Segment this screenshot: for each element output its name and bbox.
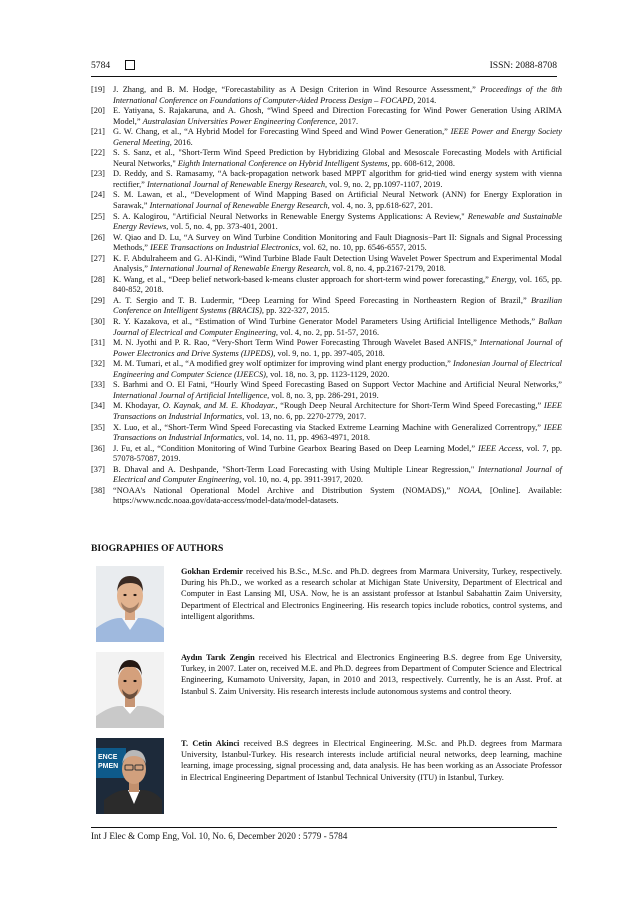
bio-text [181,652,562,697]
reference-text: M. Khodayar, O. Kaynak, and M. E. Khodayar., “Rough Deep Neural Architecture for Short-Term Wind Speed Forecasting,” IEEE Transactions on Industrial Informatics, vol. 13, no. 6, pp. 2270-2779, 2017. [113,401,562,421]
reference-text: M. N. Jyothi and P. R. Rao, “Very-Short Term Wind Power Forecasting Through Wavelet Based ANFIS,” International Journal of Power Electronics and Drive Systems (IJPEDS), vol. 9, no. 1, pp. 397-405, 2018. [113,338,562,358]
reference-text: S. Barhmi and O. El Fatni, “Hourly Wind Speed Forecasting Based on Support Vector Machine and Artificial Neural Networks,” International Journal of Artificial Intelligence, vol. 8, no. 3, pp. 286-291, 2019. [113,380,562,400]
bio-body: received his B.Sc., M.Sc. and Ph.D. degrees from Marmara University, Turkey, respectively. During his Ph.D., we worked as a research scholar at Michigan State University, Department of Electrical and Computer in East Lansing MI, USA. Now, he is an assistant professor at Istanbul Sabahattin Zaim University, Department of Electrical and Electronics Engineering. His research topics include robotics, control systems, and intelligent algorithms. [181,567,562,621]
biographies-heading: BIOGRAPHIES OF AUTHORS [91,543,224,554]
header-rule [91,76,557,77]
reference-number: [33] [91,380,105,390]
reference-item [91,338,562,359]
reference-item [91,85,562,106]
reference-item [91,169,562,190]
bio-text [181,738,562,783]
bio-body: received B.S degrees in Electrical Engineering. M.Sc. and Ph.D. degrees from Marmara University, Istanbul-Turkey. His research interests include artificial neural networks, deep learning, machine learning, image processing, signal processing and, data analysis. He has been working as an Associate Professor in Electrical Engineering Department of Istanbul Technical University (ITU) in Istanbul, Turkey. [181,739,562,782]
reference-number: [32] [91,359,105,369]
reference-text: G. W. Chang, et al., “A Hybrid Model for Forecasting Wind Speed and Wind Power Generation,” IEEE Power and Energy Society General Meeting, 2016. [113,127,562,147]
reference-item [91,127,562,148]
reference-item [91,359,562,380]
bio-body: received his Electrical and Electronics Engineering B.S. degree from Ege University, Turkey, in 2007. Later on, received M.E. and Ph.D. degrees from Department of Computer Science and Electrical Engineering, Kumamoto University, Japan, in 2010 and 2013, respectively. Currently, he is an Asst. Prof. at Istanbul S. Zaim University. His research interests include autonomous systems and control theory. [181,653,562,696]
banner-text: ENCE [98,754,118,761]
reference-text: M. M. Tumari, et al., “A modified grey wolf optimizer for improving wind plant energy production,” Indonesian Journal of Electrical Engineering and Computer Science (IJEECS), vol. 18, no. 3, pp. 1123-1129, 2020. [113,359,562,379]
reference-item [91,380,562,401]
square-icon [125,60,135,70]
reference-text: S. S. Sanz, et al., "Short-Term Wind Speed Prediction by Hybridizing Global and Mesoscale Forecasting Models with Artificial Neural Networks," Eighth International Conference on Hybrid Intelligent Systems, pp. 608-612, 2008. [113,148,562,168]
bio-text [181,566,562,622]
reference-text: X. Luo, et al., “Short-Term Wind Speed Forecasting via Stacked Extreme Learning Machine with Generalized Correntropy,” IEEE Transactions on Industrial Informatics, vol. 14, no. 11, pp. 4963-4971, 2018. [113,422,562,443]
reference-number: [19] [91,85,105,94]
reference-text: B. Dhaval and A. Deshpande, "Short-Term Load Forecasting with Using Multiple Linear Regression," International Journal of Electrical and Computer Engineering, vol. 10, no. 4, pp. 3911-3917, 2020. [113,464,562,485]
reference-number: [22] [91,148,105,158]
author-photo [96,652,164,728]
reference-item [91,296,562,317]
author-name: Aydın Tarık Zengin [181,653,255,662]
reference-text: A. T. Sergio and T. B. Ludermir, “Deep Learning for Wind Speed Forecasting in Northeastern Region of Brazil,” Brazilian Conference on Intelligent Systems (BRACIS), pp. 322-327, 2015. [113,295,562,316]
author-name: Gokhan Erdemir [181,567,244,576]
reference-number: [38] [91,485,105,495]
reference-text: S. M. Lawan, et al., “Development of Wind Mapping Based on Artificial Neural Network (ANN) for Energy Exploration in Sarawak,” International Journal of Renewable Energy Research, vol. 4, no. 3, pp.618-627, 201. [113,190,562,211]
page-number: 5784 [91,60,111,71]
reference-number: [35] [91,422,105,432]
author-bio [96,652,562,730]
reference-item [91,423,562,444]
reference-number: [23] [91,169,105,179]
banner-text: PMEN [98,763,119,770]
reference-text: K. Wang, et al., “Deep belief network-based k-means cluster approach for short-term wind power forecasting,” Energy, vol. 165, pp. 840-852, 2018. [113,274,562,295]
reference-number: [21] [91,127,105,137]
reference-item [91,190,562,211]
reference-item [91,148,562,169]
reference-list [91,85,562,507]
reference-item [91,275,562,296]
reference-number: [28] [91,274,105,284]
footer-rule [91,827,557,828]
author-name: T. Cetin Akinci [181,739,240,748]
reference-number: [36] [91,443,105,453]
issn: ISSN: 2088-8708 [489,60,557,71]
reference-text: E. Yatiyana, S. Rajakaruna, and A. Ghosh, “Wind Speed and Direction Forecasting for Wind Power Generation Using ARIMA Model,” Australasian Universities Power Engineering Conference, 2017. [113,106,562,126]
reference-number: [34] [91,401,105,411]
reference-number: [24] [91,190,105,200]
reference-text: “NOAA's National Operational Model Archive and Distribution System (NOMADS),” NOAA, [Online]. Available: https://www.ncdc.noaa.gov/data-access/model-data/model-datasets. [113,485,562,506]
author-photo [96,738,164,814]
reference-number: [26] [91,232,105,242]
page-header [91,60,557,74]
reference-text: D. Reddy, and S. Ramasamy, “A back-propagation network based MPPT algorithm for grid-tied wind energy system with vienna rectifier,” International Journal of Renewable Energy Research, vol. 9, no. 2, pp.1097-1107, 2019. [113,169,562,189]
reference-item [91,401,562,422]
reference-text: K. F. Abdulraheem and G. Al-Kindi, “Wind Turbine Blade Fault Detection Using Wavelet Power Spectrum and Experimental Modal Analysis,” International Journal of Renewable Energy Research, vol. 8, no. 4, pp.2167-2179, 2018. [113,253,562,274]
author-bio [96,566,562,646]
reference-item [91,486,562,507]
reference-item [91,317,562,338]
reference-number: [30] [91,317,105,327]
reference-number: [20] [91,106,105,116]
author-photo [96,566,164,642]
reference-text: J. Zhang, and B. M. Hodge, “Forecastability as A Design Criterion in Wind Resource Assessment,” Proceedings of the 8th International Conference on Foundations of Computer-Aided Process Design – FOCAPD, 2014. [113,85,563,105]
page-footer: Int J Elec & Comp Eng, Vol. 10, No. 6, December 2020 : 5779 - 5784 [91,831,348,841]
reference-text: W. Qiao and D. Lu, “A Survey on Wind Turbine Condition Monitoring and Fault Diagnosis−Part II: Signals and Signal Processing Methods,” IEEE Transactions on Industrial Electronics, vol. 62, no. 10, pp. 6546-6557, 2015. [113,232,562,253]
reference-item [91,465,562,486]
reference-number: [37] [91,464,105,474]
reference-number: [25] [91,211,105,221]
reference-number: [31] [91,338,105,348]
reference-number: [29] [91,295,105,305]
reference-item [91,106,562,127]
author-bio [96,738,562,814]
reference-text: S. A. Kalogirou, "Artificial Neural Networks in Renewable Energy Systems Applications: A Review," Renewable and Sustainable Energy Reviews, vol. 5, no. 4, pp. 373-401, 2001. [113,211,562,232]
reference-number: [27] [91,253,105,263]
reference-item [91,254,562,275]
reference-item [91,212,562,233]
reference-item [91,444,562,465]
reference-item [91,233,562,254]
reference-text: J. Fu, et al., “Condition Monitoring of Wind Turbine Gearbox Bearing Based on Deep Learning Model,” IEEE Access, vol. 7, pp. 57078-57087, 2019. [113,443,562,464]
reference-text: R. Y. Kazakova, et al., “Estimation of Wind Turbine Generator Model Parameters Using Artificial Intelligence Methods,” Balkan Journal of Electrical and Computer Engineering, vol. 4, no. 2, pp. 51-57, 2016. [113,317,562,337]
